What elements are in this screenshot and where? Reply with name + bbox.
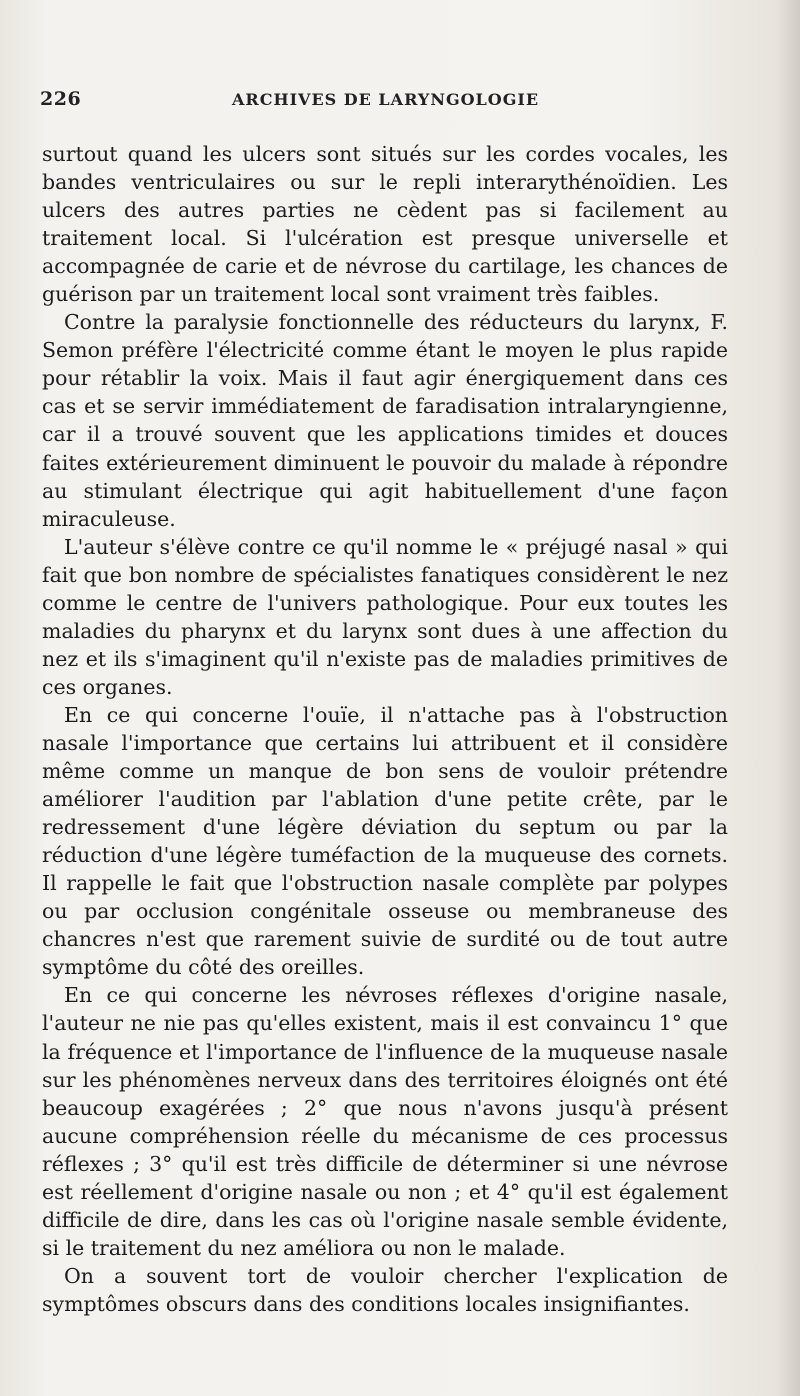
body-text	[42, 140, 728, 1318]
page-header	[40, 88, 740, 118]
paragraph-3: L'auteur s'élève contre ce qu'il nomme le « préjugé nasal » qui fait que bon nombre de spécialistes fanatiques considèrent le nez comme le centre de l'univers pathologique. Pour eux toutes les maladies du pharynx et du larynx sont dues à une affection du nez et ils s'imaginent qu'il n'existe pas de maladies primitives de ces organes.	[42, 534, 728, 699]
paragraph-5: En ce qui concerne les névroses réflexes d'origine nasale, l'auteur ne nie pas qu'elles existent, mais il est convaincu 1° que la fréquence et l'importance de l'influence de la muqueuse nasale sur les phénomènes nerveux dans des territoires éloignés ont été beaucoup exagérées ; 2° que nous n'avons jusqu'à présent aucune compréhension réelle du mécanisme de ces processus réflexes ; 3° qu'il est très difficile de déterminer si une névrose est réellement d'origine nasale ou non ; et 4° qu'il est également difficile de dire, dans les cas où l'origine nasale semble évidente, si le traitement du nez améliora ou non le malade.	[42, 983, 728, 1260]
bleed-through-decoration	[260, 40, 266, 56]
paragraph-1: surtout quand les ulcers sont situés sur les cordes vocales, les bandes ventriculaires ou sur le repli interarythénoïdien. Les ulcers des autres parties ne cèdent pas si facilement au traitement local. Si l'ulcération est presque universelle et accompagnée de carie et de névrose du cartilage, les chances de guérison par un traitement local sont vraiment très faibles.	[42, 142, 728, 307]
paragraph-2: Contre la paralysie fonctionnelle des réducteurs du larynx, F. Semon préfère l'électricité comme étant le moyen le plus rapide pour rétablir la voix. Mais il faut agir énergiquement dans ces cas et se servir immédiatement de faradisation intralaryngienne, car il a trouvé souvent que les applications timides et douces faites extérieurement diminuent le pouvoir du malade à répondre au stimulant électrique qui agit habituellement d'une façon miraculeuse.	[42, 310, 728, 531]
paragraph-4: En ce qui concerne l'ouïe, il n'attache pas à l'obstruction nasale l'importance que certains lui attribuent et il considère même comme un manque de bon sens de vouloir prétendre améliorer l'audition par l'ablation d'une petite crête, par le redressement d'une légère déviation du septum ou par la réduction d'une légère tuméfaction de la muqueuse des cornets. Il rappelle le fait que l'obstruction nasale complète par polypes ou par occlusion congénitale osseuse ou membraneuse des chancres n'est que rarement suivie de surdité ou de tout autre symptôme du côté des oreilles.	[42, 702, 728, 980]
page-number: 226	[40, 88, 82, 110]
running-title: ARCHIVES DE LARYNGOLOGIE	[232, 90, 540, 109]
paragraph-6: On a souvent tort de vouloir chercher l'explication de symptômes obscurs dans des conditions locales insignifiantes.	[42, 1263, 728, 1316]
